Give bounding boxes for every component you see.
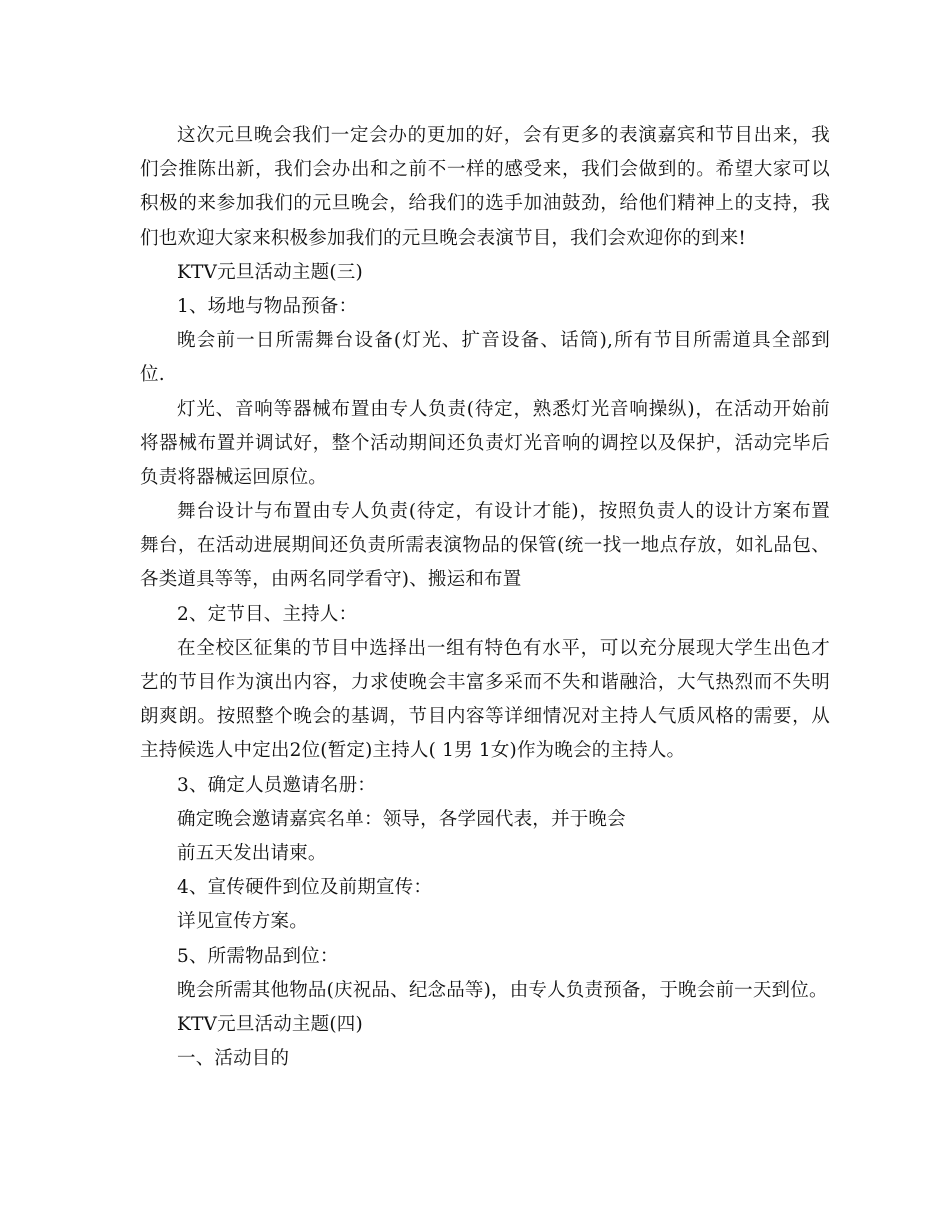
text-line: 朗爽朗。按照整个晚会的基调，节目内容等详细情况对主持人气质风格的需要，从 bbox=[140, 706, 830, 728]
text-line: 晚会前一日所需舞台设备(灯光、扩音设备、话筒),所有节目所需道具全部到 bbox=[177, 330, 830, 352]
text-line: KTV元旦活动主题(四) bbox=[177, 1013, 363, 1035]
text-line: 前五天发出请柬。 bbox=[177, 842, 327, 864]
text-line: 确定晚会邀请嘉宾名单：领导，各学园代表，并于晚会 bbox=[177, 808, 626, 830]
text-line: 2、定节目、主持人： bbox=[177, 603, 358, 625]
text-line: 在全校区征集的节目中选择出一组有特色有水平，可以充分展现大学生出色才 bbox=[177, 637, 830, 659]
text-line: 积极的来参加我们的元旦晚会，给我们的选手加油鼓劲，给他们精神上的支持，我 bbox=[140, 193, 830, 215]
text-line: 1、场地与物品预备： bbox=[177, 295, 358, 317]
text-line: 5、所需物品到位： bbox=[177, 945, 339, 967]
text-line: 主持候选人中定出2位(暂定)主持人( 1男 1女)作为晚会的主持人。 bbox=[140, 740, 686, 762]
text-line: 详见宣传方案。 bbox=[177, 911, 308, 933]
document-body bbox=[140, 119, 830, 1076]
text-line: 晚会所需其他物品(庆祝品、纪念品等)，由专人负责预备，于晚会前一天到位。 bbox=[177, 979, 828, 1001]
text-line: 这次元旦晚会我们一定会办的更加的好，会有更多的表演嘉宾和节目出来，我 bbox=[177, 125, 830, 146]
text-line: 位. bbox=[140, 364, 165, 386]
text-line: 艺的节目作为演出内容，力求使晚会丰富多采而不失和谐融洽，大气热烈而不失明 bbox=[140, 672, 830, 693]
text-line: 舞台设计与布置由专人负责(待定，有设计才能)，按照负责人的设计方案布置 bbox=[177, 501, 830, 523]
text-line: 舞台，在活动进展期间还负责所需表演物品的保管(统一找一地点存放，如礼品包、 bbox=[140, 535, 830, 557]
text-line: 将器械布置并调试好，整个活动期间还负责灯光音响的调控以及保护，活动完毕后 bbox=[140, 432, 830, 454]
text-line: 灯光、音响等器械布置由专人负责(待定，熟悉灯光音响操纵)，在活动开始前 bbox=[177, 398, 830, 420]
text-line: 各类道具等等，由两名同学看守)、搬运和布置 bbox=[140, 569, 522, 591]
text-line: 4、宣传硬件到位及前期宣传： bbox=[177, 877, 433, 899]
text-line: 3、确定人员邀请名册： bbox=[177, 774, 376, 796]
text-line: 们会推陈出新，我们会办出和之前不一样的感受来，我们会做到的。希望大家可以 bbox=[140, 159, 830, 181]
text-line: KTV元旦活动主题(三) bbox=[177, 261, 363, 283]
text-line: 负责将器械运回原位。 bbox=[140, 466, 328, 488]
text-line: 们也欢迎大家来积极参加我们的元旦晚会表演节目，我们会欢迎你的到来! bbox=[140, 227, 747, 249]
text-line: 一、活动目的 bbox=[177, 1048, 290, 1070]
